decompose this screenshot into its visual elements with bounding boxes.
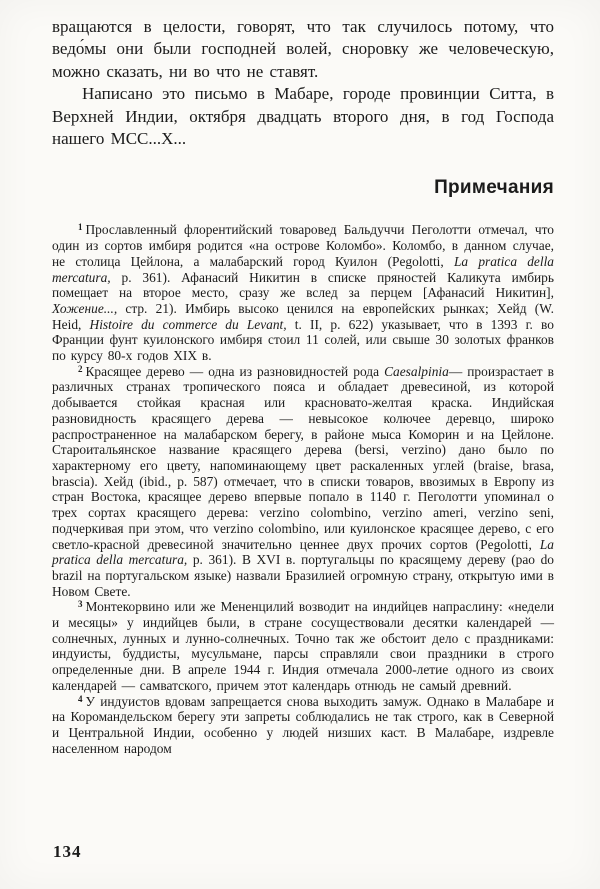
notes-heading: Примечания: [434, 177, 554, 199]
footnote: [52, 364, 554, 600]
footnote-text: Прославленный флорентийский товаровед Бальдуччи Пеголотти отмечал, что один из сортов имбиря родится «на острове Коломбо». Коломбо, в данном случае, не столица Цейлона, а малабарский город Куилон (Pegolotti, La pratica della mercatura, р. 361). Афанасий Никитин в списке пряностей Каликута имбирь помещает на второе место, сразу же вслед за перцем [Афанасий Никитин], Хожение..., стр. 21). Имбирь высоко ценился на европейских рынках; Хейд (W. Heid, Histoire du commerce du Levant, t. II, р. 622) указывает, что в 1393 г. во Франции фунт куилонского имбиря стоил 11 солей, или свыше 30 золотых франков по курсу 80-х годов XIX в.: [52, 222, 555, 364]
footnote-text: У индуистов вдовам запрещается снова выходить замуж. Однако в Малабаре и на Коромандельском берегу эти запреты соблюдались не так строго, как в Северной и Центральной Индии, особенно у людей низших каст. В Малабаре, издревле населенном народом: [52, 693, 554, 756]
footnote-text: Монтекорвино или же Мененцилий возводит на индийцев напраслину: «недели и месяцы» у индийцев были, в стране сосуществовали десятки календарей — солнечных, лунных и лунно-солнечных. Точно так же обстоит дело с праздниками: индуисты, буддисты, мусульмане, парсы справляли свои праздники в строго определенные дни. В апреле 1944 г. Индия отмечала 2000-летие одного из своих календарей — самватского, причем этот календарь отнюдь не самый древний.: [52, 599, 554, 693]
body-text: [52, 16, 554, 150]
footnote-text: Красящее дерево — одна из разновидностей рода Caesalpinia— произрастает в различных странах тропического пояса и обладает древесиной, из которой добывается стойкая красная или красновато-желтая краска. Индийская разновидность красящего дерева — невысокое колючее деревцо, широко распространенное на малабарском берегу, в районе мыса Коморин и на Цейлоне. Староитальянское название красящего дерева (bersi, verzino) дано было по характерному его цвету, напоминающему цвет раскаленных углей (braise, brasa, brascia). Хейд (ibid., р. 587) отмечает, что в списки товаров, ввозимых в Европу из стран Востока, красящее дерево впервые попало в 1140 г. Пеголотти упоминал о трех сортах красящего дерева: verzino colombino, verzino ameri, verzino seni, подчеркивая при этом, что verzino colombino, или куилонское красящее дерево, с его светло-красной древесиной значительно ценнее двух прочих сортов (Pegolotti, La pratica della mercatura, p. 361). В XVI в. португальцы по красящему дереву (pao do brazil на португальском языке) назвали Бразилией огромную страну, открытую ими в Новом Свете.: [52, 363, 554, 599]
page-number: 134: [53, 842, 82, 861]
footnote-number: 2: [78, 363, 83, 374]
footnote: [52, 694, 554, 757]
footnote-number: 1: [78, 222, 83, 233]
footnote: [52, 222, 554, 363]
footnote-number: 3: [78, 599, 83, 610]
footnotes-section: [52, 222, 554, 756]
footnote: [52, 599, 554, 693]
body-paragraph: Написано это письмо в Мабаре, городе провинции Ситта, в Верхней Индии, октября двадцать второго дня, в год Господа нашего МСС...Х...: [52, 84, 554, 149]
footnote-number: 4: [78, 693, 83, 704]
body-paragraph: вращаются в целости, говорят, что так случилось потому, что ведо́мы они были господней волей, сноровку же человеческую, можно сказать, ни во что не ставят.: [52, 17, 554, 81]
